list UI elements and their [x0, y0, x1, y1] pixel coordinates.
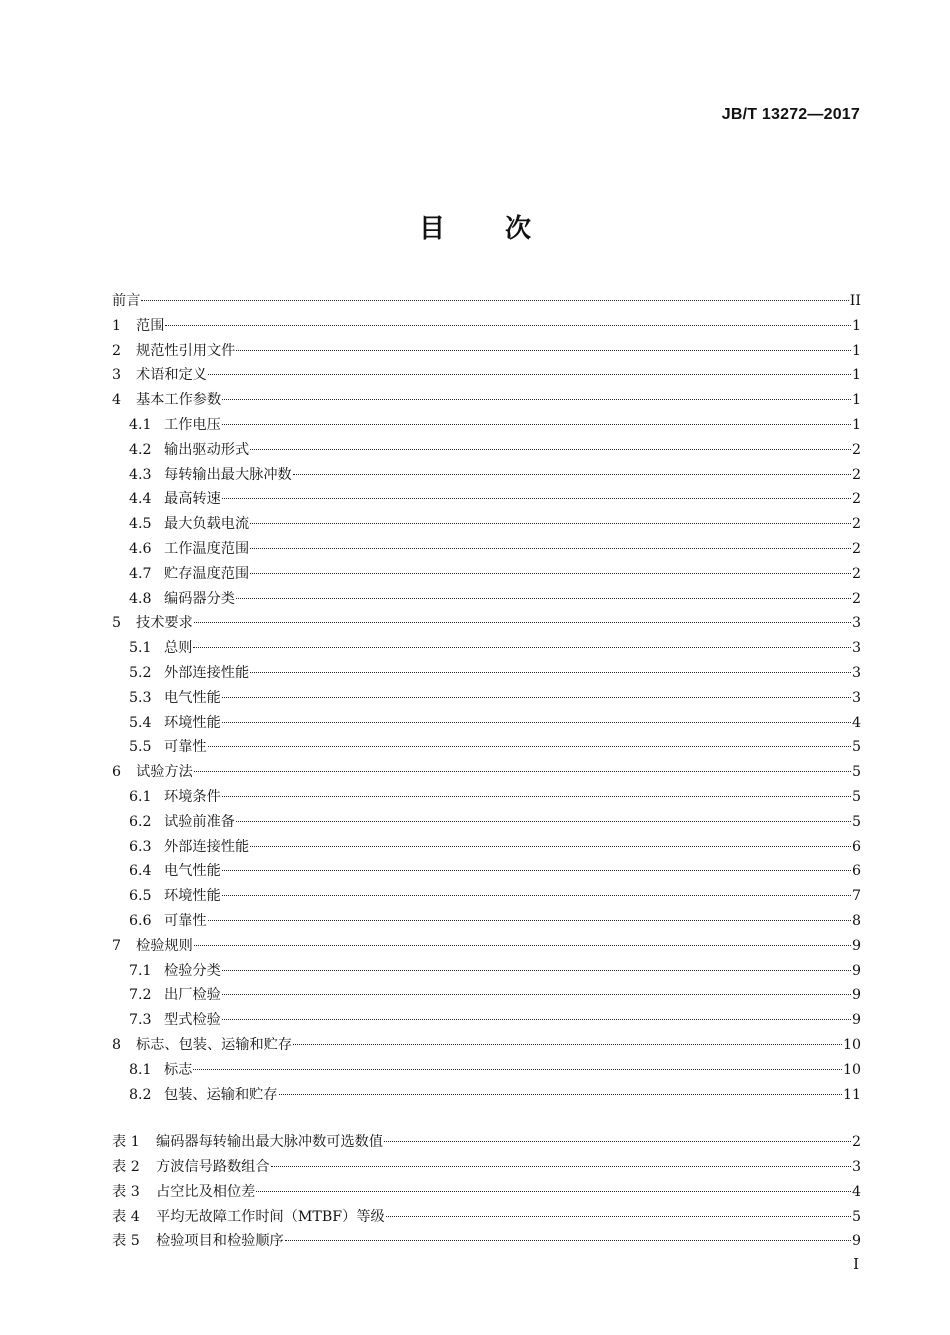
table-of-contents [112, 289, 861, 1254]
dot-leader [193, 1069, 842, 1070]
entry-number: 5 [112, 615, 122, 632]
dot-leader [256, 1191, 851, 1192]
entry-title: 术语和定义 [136, 367, 207, 384]
entry-page-number: 1 [851, 317, 861, 334]
entry-number: 8 [112, 1036, 122, 1053]
page-number: I [853, 1255, 859, 1273]
standard-code: JB/T 13272—2017 [721, 106, 860, 123]
entry-title: 每转输出最大脉冲数 [164, 466, 292, 483]
dot-leader [250, 573, 851, 574]
toc-entry[interactable] [112, 983, 861, 1008]
dot-leader [165, 325, 851, 326]
title-char-1: 目 [418, 214, 445, 244]
entry-page-number: 3 [851, 664, 861, 681]
entry-number: 4.6 [129, 540, 152, 557]
dot-leader [222, 895, 851, 896]
entry-number: 3 [112, 367, 122, 384]
dot-leader [236, 598, 851, 599]
entry-page-number: II [849, 293, 861, 309]
entry-page-number: 9 [851, 962, 861, 979]
entry-number: 6.2 [129, 813, 152, 830]
entry-title: 包装、运输和贮存 [164, 1086, 278, 1103]
entry-number: 1 [112, 317, 122, 334]
entry-page-number: 5 [851, 813, 861, 830]
toc-entry[interactable] [112, 810, 861, 835]
dot-leader [222, 424, 851, 425]
page-title [0, 208, 950, 245]
entry-title: 环境性能 [164, 714, 221, 731]
dot-leader [222, 399, 851, 400]
dot-leader [222, 697, 851, 698]
entry-page-number: 2 [851, 466, 861, 483]
entry-title: 外部连接性能 [164, 664, 250, 681]
entry-title: 基本工作参数 [136, 392, 222, 409]
entry-page-number: 1 [851, 416, 861, 433]
toc-entry[interactable] [112, 735, 861, 760]
entry-page-number: 5 [851, 739, 861, 756]
entry-page-number: 2 [851, 491, 861, 508]
entry-title: 环境条件 [164, 788, 221, 805]
entry-page-number: 1 [851, 342, 861, 359]
entry-number: 6.5 [129, 888, 152, 905]
entry-title: 出厂检验 [164, 987, 221, 1004]
entry-page-number: 2 [851, 441, 861, 458]
entry-page-number: 10 [842, 1061, 861, 1078]
entry-title: 型式检验 [164, 1012, 221, 1029]
entry-title: 编码器分类 [164, 590, 235, 607]
entry-title: 试验方法 [136, 764, 193, 781]
entry-title: 占空比及相位差 [156, 1183, 256, 1200]
dot-leader [193, 647, 851, 648]
entry-title: 外部连接性能 [164, 838, 250, 855]
entry-page-number: 4 [851, 714, 861, 731]
entry-title: 标志、包装、运输和贮存 [136, 1036, 293, 1053]
entry-page-number: 5 [851, 1208, 861, 1225]
entry-number: 4.3 [129, 466, 152, 483]
entry-number: 5.3 [129, 689, 152, 706]
dot-leader [222, 722, 851, 723]
entry-title: 标志 [164, 1061, 193, 1078]
toc-entry[interactable] [112, 314, 861, 339]
entry-number: 5.4 [129, 714, 152, 731]
toc-entry[interactable] [112, 1033, 861, 1058]
toc-entry[interactable] [112, 413, 861, 438]
entry-number: 7.1 [129, 962, 152, 979]
toc-entry[interactable] [112, 884, 861, 909]
dot-leader [222, 870, 851, 871]
dot-leader [250, 846, 851, 847]
table-list-entry[interactable] [112, 1130, 861, 1155]
dot-leader [386, 1216, 851, 1217]
entry-number: 2 [112, 342, 122, 359]
dot-leader [279, 1094, 842, 1095]
toc-entry[interactable] [112, 339, 861, 364]
toc-entry[interactable] [112, 463, 861, 488]
entry-page-number: 7 [851, 888, 861, 905]
entry-title: 最大负载电流 [164, 516, 250, 533]
entry-number: 7.2 [129, 987, 152, 1004]
entry-page-number: 3 [851, 640, 861, 657]
entry-title: 工作温度范围 [164, 540, 250, 557]
toc-entry[interactable] [112, 959, 861, 984]
toc-entry[interactable] [112, 562, 861, 587]
entry-page-number: 2 [851, 590, 861, 607]
entry-title: 检验项目和检验顺序 [156, 1233, 284, 1250]
table-list-entry[interactable] [112, 1155, 861, 1180]
toc-entry[interactable] [112, 1083, 861, 1108]
entry-number: 表 2 [112, 1159, 140, 1176]
entry-number: 5.1 [129, 640, 152, 657]
entry-title: 工作电压 [164, 416, 221, 433]
entry-page-number: 5 [851, 788, 861, 805]
entry-page-number: 10 [842, 1036, 861, 1053]
entry-page-number: 2 [851, 516, 861, 533]
toc-entry[interactable] [112, 289, 861, 314]
table-list-entry[interactable] [112, 1180, 861, 1205]
entry-title: 贮存温度范围 [164, 565, 250, 582]
entry-page-number: 2 [851, 540, 861, 557]
toc-entry[interactable] [112, 934, 861, 959]
entry-page-number: 5 [851, 764, 861, 781]
entry-number: 7.3 [129, 1012, 152, 1029]
entry-number: 表 3 [112, 1183, 140, 1200]
dot-leader [293, 1044, 842, 1045]
entry-number: 6.3 [129, 838, 152, 855]
entry-number: 表 1 [112, 1134, 140, 1151]
entry-number: 6 [112, 764, 122, 781]
entry-title: 可靠性 [164, 739, 207, 756]
entry-page-number: 3 [851, 689, 861, 706]
dot-leader [222, 1019, 851, 1020]
entry-number: 表 5 [112, 1233, 140, 1250]
entry-number: 表 4 [112, 1208, 140, 1225]
entry-title: 检验规则 [136, 937, 193, 954]
toc-entry[interactable] [112, 909, 861, 934]
entry-number: 4.5 [129, 516, 152, 533]
entry-page-number: 9 [851, 1012, 861, 1029]
entry-title: 规范性引用文件 [136, 342, 236, 359]
dot-leader [194, 622, 851, 623]
entry-page-number: 3 [851, 1159, 861, 1176]
entry-title: 技术要求 [136, 615, 193, 632]
toc-entry[interactable] [112, 537, 861, 562]
entry-page-number: 3 [851, 615, 861, 632]
dot-leader [208, 920, 851, 921]
entry-page-number: 2 [851, 565, 861, 582]
entry-number: 4 [112, 392, 122, 409]
entry-title: 前言 [112, 293, 141, 309]
table-list-entry[interactable] [112, 1229, 861, 1254]
toc-entry[interactable] [112, 711, 861, 736]
entry-title: 可靠性 [164, 912, 207, 929]
toc-entry[interactable] [112, 859, 861, 884]
toc-entry[interactable] [112, 512, 861, 537]
entry-title: 最高转速 [164, 491, 221, 508]
toc-entry[interactable] [112, 388, 861, 413]
entry-title: 电气性能 [164, 863, 221, 880]
entry-title: 方波信号路数组合 [156, 1159, 270, 1176]
entry-title: 电气性能 [164, 689, 221, 706]
dot-leader [293, 474, 851, 475]
dot-leader [222, 970, 851, 971]
toc-entry[interactable] [112, 785, 861, 810]
entry-number: 5.2 [129, 664, 152, 681]
entry-page-number: 4 [851, 1183, 861, 1200]
entry-number: 6.6 [129, 912, 152, 929]
toc-entry[interactable] [112, 636, 861, 661]
dot-leader [194, 945, 851, 946]
dot-leader [271, 1166, 851, 1167]
toc-entry[interactable] [112, 1008, 861, 1033]
entry-number: 4.1 [129, 416, 152, 433]
entry-number: 5.5 [129, 739, 152, 756]
entry-page-number: 6 [851, 863, 861, 880]
entry-page-number: 11 [842, 1086, 861, 1103]
entry-title: 总则 [164, 640, 193, 657]
section-gap [112, 1107, 861, 1130]
toc-entry[interactable] [112, 1058, 861, 1083]
entry-number: 4.4 [129, 491, 152, 508]
entry-page-number: 1 [851, 392, 861, 409]
entry-number: 8.2 [129, 1086, 152, 1103]
entry-title: 环境性能 [164, 888, 221, 905]
toc-entry[interactable] [112, 760, 861, 785]
entry-title: 编码器每转输出最大脉冲数可选数值 [156, 1134, 384, 1151]
entry-number: 4.8 [129, 590, 152, 607]
entry-page-number: 1 [851, 367, 861, 384]
dot-leader [250, 672, 851, 673]
toc-entry[interactable] [112, 835, 861, 860]
toc-entry[interactable] [112, 438, 861, 463]
title-char-2: 次 [505, 214, 532, 244]
dot-leader [208, 746, 851, 747]
entry-title: 范围 [136, 317, 165, 334]
entry-number: 8.1 [129, 1061, 152, 1078]
table-list-entry[interactable] [112, 1205, 861, 1230]
entry-page-number: 9 [851, 937, 861, 954]
toc-entry[interactable] [112, 686, 861, 711]
entry-page-number: 6 [851, 838, 861, 855]
entry-page-number: 9 [851, 987, 861, 1004]
dot-leader [384, 1141, 851, 1142]
entry-page-number: 8 [851, 912, 861, 929]
toc-entry[interactable] [112, 487, 861, 512]
dot-leader [141, 300, 848, 301]
toc-entry[interactable] [112, 363, 861, 388]
dot-leader [236, 350, 851, 351]
dot-leader [250, 523, 851, 524]
dot-leader [236, 821, 851, 822]
toc-entry[interactable] [112, 661, 861, 686]
dot-leader [222, 796, 851, 797]
dot-leader [222, 498, 851, 499]
entry-title: 输出驱动形式 [164, 441, 250, 458]
entry-number: 4.2 [129, 441, 152, 458]
entry-title: 检验分类 [164, 962, 221, 979]
toc-entry[interactable] [112, 611, 861, 636]
entry-title: 试验前准备 [164, 813, 235, 830]
dot-leader [285, 1240, 851, 1241]
toc-entry[interactable] [112, 587, 861, 612]
entry-number: 7 [112, 937, 122, 954]
entry-number: 6.4 [129, 863, 152, 880]
entry-number: 6.1 [129, 788, 152, 805]
dot-leader [250, 548, 851, 549]
dot-leader [250, 449, 851, 450]
dot-leader [222, 994, 851, 995]
entry-number: 4.7 [129, 565, 152, 582]
entry-page-number: 9 [851, 1233, 861, 1250]
entry-title: 平均无故障工作时间（MTBF）等级 [156, 1208, 385, 1225]
dot-leader [194, 771, 851, 772]
dot-leader [208, 374, 851, 375]
entry-page-number: 2 [851, 1134, 861, 1151]
